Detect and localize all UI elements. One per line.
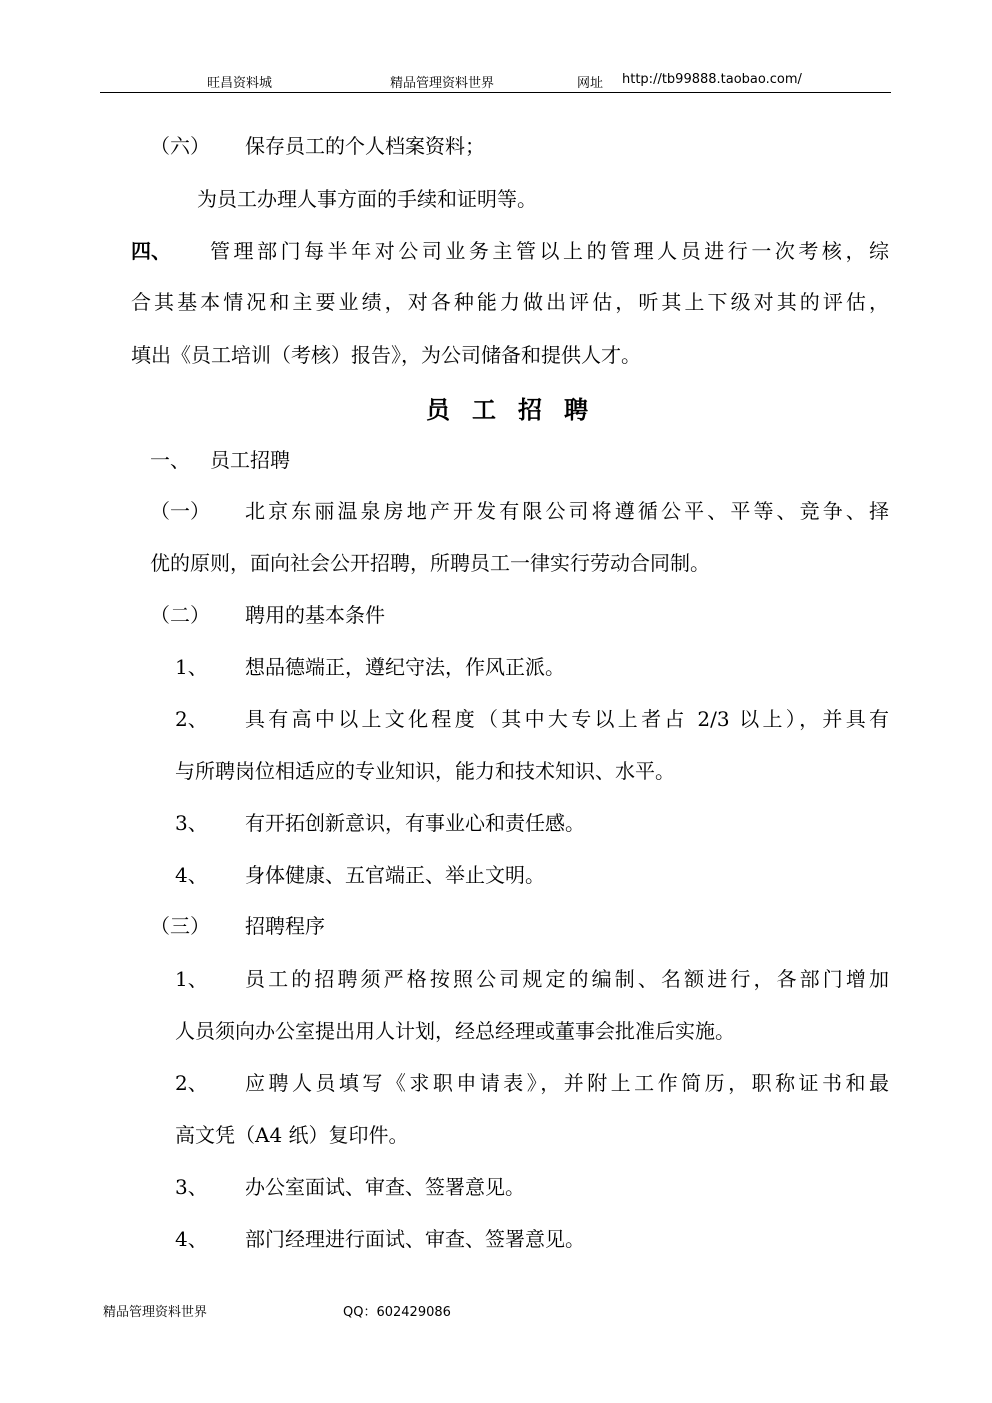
list-b1-label: 1、 (175, 655, 208, 679)
section-4-label: 四、 (131, 239, 171, 263)
item-text-6: 保存员工的个人档案资料； (245, 134, 485, 158)
list-c2-line2: 高文凭（A4 纸）复印件。 (175, 1123, 409, 1147)
footer-left-text: 精品管理资料世界 (103, 1305, 208, 1320)
list-b3-label: 3、 (175, 811, 208, 835)
list-b3-text: 有开拓创新意识，有事业心和责任感。 (245, 811, 585, 835)
list-c1-line2: 人员须向办公室提出用人计划，经总经理或董事会批准后实施。 (175, 1019, 735, 1043)
item-a-line1: 北京东丽温泉房地产开发有限公司将遵循公平、平等、竞争、择 (245, 499, 889, 523)
list-b4-text: 身体健康、五官端正、举止文明。 (245, 863, 545, 887)
list-c4-text: 部门经理进行面试、审查、签署意见。 (245, 1227, 585, 1251)
section-4-line3: 填出《员工培训（考核）报告》，为公司储备和提供人才。 (131, 343, 641, 367)
list-b1-text: 想品德端正，遵纪守法，作风正派。 (245, 655, 565, 679)
item-c-heading: 招聘程序 (245, 914, 325, 938)
section-4-line1: 管理部门每半年对公司业务主管以上的管理人员进行一次考核，综 (210, 239, 889, 263)
section-4-line2: 合其基本情况和主要业绩，对各种能力做出评估，听其上下级对其的评估， (131, 290, 889, 314)
list-c2-line1: 应聘人员填写《求职申请表》，并附上工作简历，职称证书和最 (245, 1071, 889, 1095)
item-a-line2: 优的原则，面向社会公开招聘，所聘员工一律实行劳动合同制。 (150, 551, 710, 575)
list-b4-label: 4、 (175, 863, 208, 887)
header-divider (100, 92, 891, 93)
list-c4-label: 4、 (175, 1227, 208, 1251)
item-b-heading: 聘用的基本条件 (245, 603, 385, 627)
page-header (0, 70, 992, 94)
section-1-heading: 员工招聘 (210, 448, 290, 472)
list-b2-line1: 具有高中以上文化程度（其中大专以上者占 2/3 以上），并具有 (245, 707, 889, 731)
footer-qq-text: QQ：602429086 (343, 1305, 451, 1320)
list-c1-line1: 员工的招聘须严格按照公司规定的编制、名额进行，各部门增加 (245, 967, 889, 991)
item-label-c: （三） (150, 914, 210, 938)
list-c2-label: 2、 (175, 1071, 208, 1095)
header-left-text: 旺昌资料城 (207, 76, 273, 91)
item-label-b: （二） (150, 603, 210, 627)
list-b2-label: 2、 (175, 707, 208, 731)
header-center-text: 精品管理资料世界 (390, 76, 495, 91)
page-title: 员工招聘 (426, 396, 610, 424)
section-1-label: 一、 (150, 448, 190, 472)
item-text-6-line2: 为员工办理人事方面的手续和证明等。 (197, 187, 537, 211)
list-c3-text: 办公室面试、审查、签署意见。 (245, 1175, 525, 1199)
item-label-6: （六） (150, 134, 210, 158)
list-b2-line2: 与所聘岗位相适应的专业知识，能力和技术知识、水平。 (175, 759, 675, 783)
header-url-label: 网址 (577, 76, 604, 91)
item-label-a: （一） (150, 499, 210, 523)
header-url-link[interactable]: http://tb99888.taobao.com/ (622, 72, 802, 87)
list-c3-label: 3、 (175, 1175, 208, 1199)
list-c1-label: 1、 (175, 967, 208, 991)
